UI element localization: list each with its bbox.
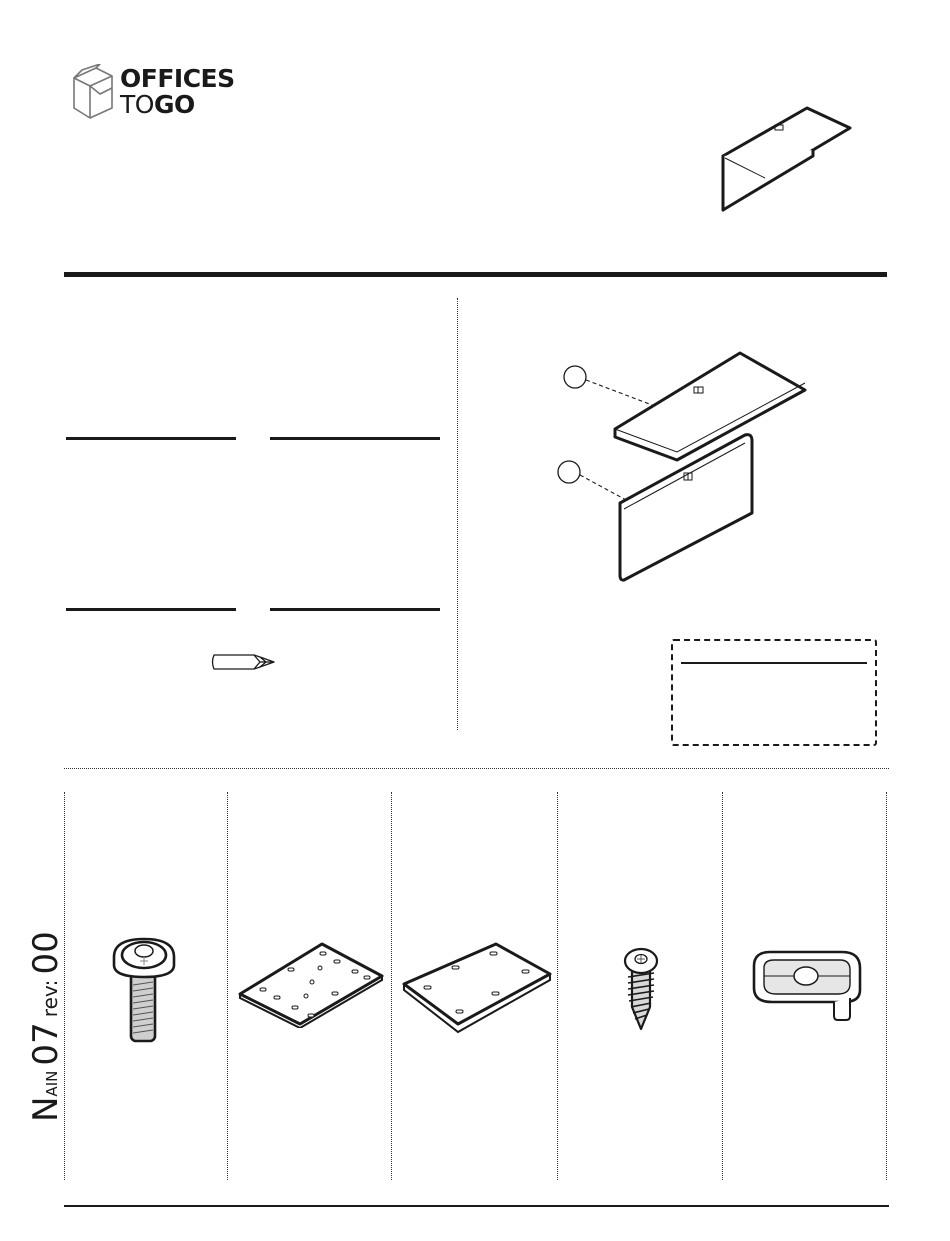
- callout-circle-modesty-panel: [558, 461, 580, 483]
- header-rule: [64, 272, 887, 277]
- revision-label: rev:: [38, 979, 62, 1018]
- grommet-cap-icon: [744, 946, 870, 1026]
- wood-screw-icon: [620, 945, 664, 1033]
- hardware-divider-1: [227, 792, 228, 1180]
- model-code-number: 07: [26, 1022, 66, 1066]
- hardware-divider-4: [722, 792, 723, 1180]
- column-divider: [457, 298, 458, 730]
- logo-line-1: OFFICES: [120, 64, 235, 93]
- company-logo: [72, 64, 252, 124]
- notice-box-rule: [681, 662, 867, 664]
- bolt-icon: [110, 935, 180, 1047]
- mounting-plate-small-icon: [400, 940, 555, 1035]
- logo-go: GO: [153, 90, 195, 119]
- mounting-plate-large-icon: [236, 938, 386, 1028]
- section-rule-1a: [66, 437, 236, 440]
- product-thumbnail-icon: [715, 100, 860, 218]
- hardware-divider-2: [391, 792, 392, 1180]
- callout-circle-top-panel: [564, 366, 586, 388]
- model-code: [26, 931, 66, 1122]
- exploded-parts-diagram: [540, 345, 820, 590]
- notice-box: [671, 639, 877, 746]
- model-code-sub: AIN: [43, 1070, 61, 1097]
- footer-rule: [64, 1205, 889, 1207]
- logo-line-2: [120, 92, 195, 118]
- hardware-divider-3: [557, 792, 558, 1180]
- revision-value: 00: [26, 931, 66, 975]
- section-rule-1b: [270, 437, 440, 440]
- hardware-section-separator: [64, 768, 889, 769]
- section-rule-2b: [270, 608, 440, 611]
- section-rule-2a: [66, 608, 236, 611]
- logo-to: TO: [120, 90, 154, 119]
- phillips-screwdriver-icon: [210, 652, 278, 672]
- hardware-divider-5: [886, 792, 887, 1180]
- top-panel-drawing: [615, 353, 805, 460]
- box-logo-icon: [72, 64, 114, 120]
- model-code-prefix: N: [26, 1096, 66, 1122]
